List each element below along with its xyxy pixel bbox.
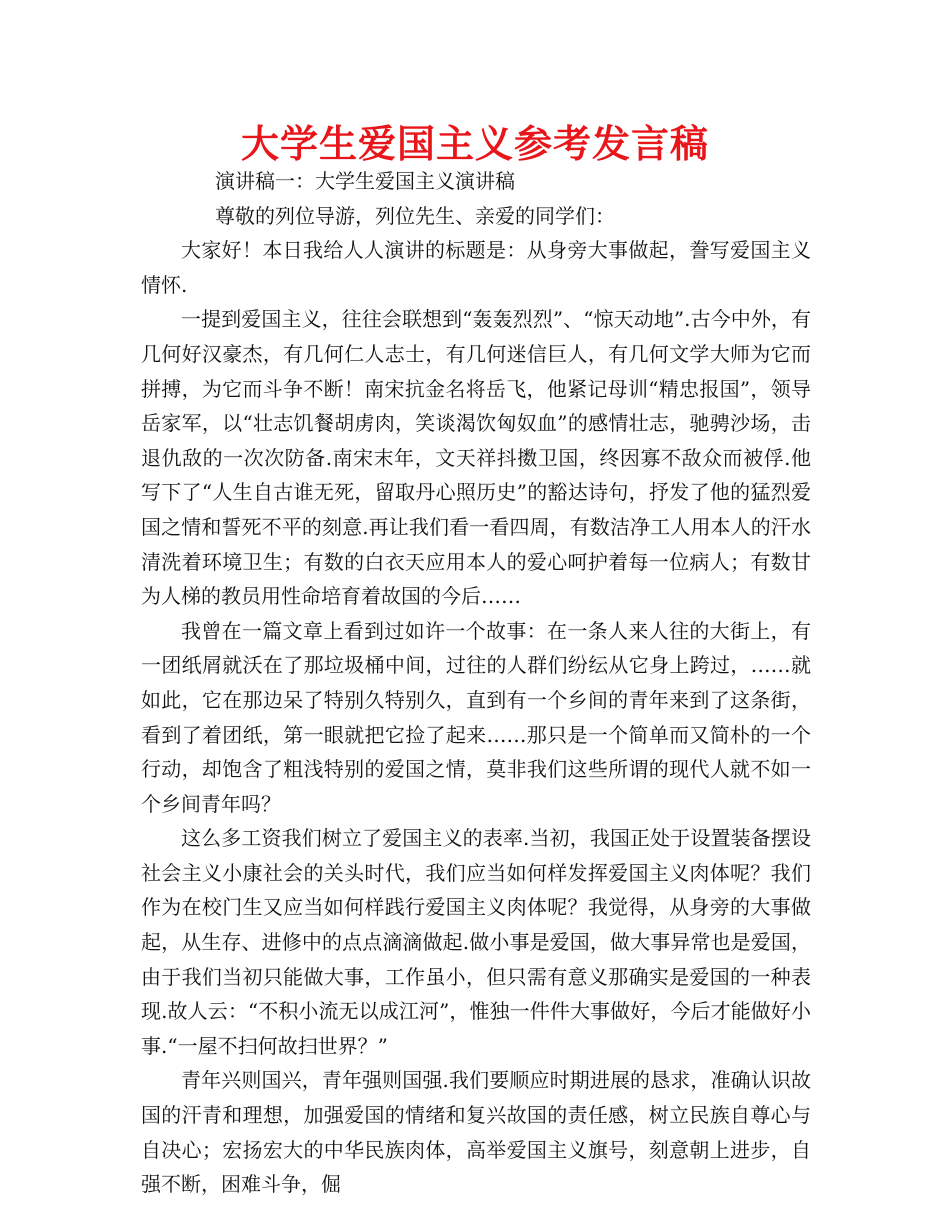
paragraph-salutation: 尊敬的列位导游，列位先生、亲爱的同学们： [215, 203, 615, 228]
paragraph-body: 我曾在一篇文章上看到过如许一个故事：在一条人来人往的大街上，有一团纸屑就沃在了那垃圾桶中间，过往的人群们纷纭从它身上跨过，……就如此，它在那边呆了特别久特别久，直到有一个乡间的青年来到了这条街，看到了着团纸，第一眼就把它捡了起来……那只是一个简单而又简朴的一个行动，却饱含了粗浅特别的爱国之情，莫非我们这些所谓的现代人就不如一个乡间青年吗？ [141, 618, 811, 816]
paragraph-subtitle: 演讲稿一：大学生爱国主义演讲稿 [215, 169, 515, 193]
document-title: 大学生爱国主义参考发言稿 [240, 122, 709, 166]
paragraph-body: 青年兴则国兴，青年强则国强.我们要顺应时期进展的恳求，准确认识故国的汗青和理想，加强爱国的情绪和复兴故国的责任感，树立民族自尊心与自决心；宏扬宏大的中华民族肉体，高举爱国主义旗号，刻意朝上进步，自强不断，困难斗争，倔 [141, 1068, 811, 1197]
paragraph-greeting: 大家好！本日我给人人演讲的标题是：从身旁大事做起，誊写爱国主义情怀. [141, 238, 811, 297]
document-body [141, 164, 811, 1202]
paragraph-body: 这么多工资我们树立了爱国主义的表率.当初，我国正处于设置装备摆设社会主义小康社会的关头时代，我们应当如何样发挥爱国主义肉体呢？我们作为在校门生又应当如何样践行爱国主义肉体呢？我觉得，从身旁的大事做起，从生存、进修中的点点滴滴做起.做小事是爱国，做大事异常也是爱国，由于我们当初只能做大事，工作虽小，但只需有意义那确实是爱国的一种表现.故人云：“不积小流无以成江河”，惟独一件件大事做好，今后才能做好小事.“一屋不扫何故扫世界？” [141, 826, 811, 1058]
paragraph-body: 一提到爱国主义，往往会联想到“轰轰烈烈”、“惊天动地”.古今中外，有几何好汉豪杰，有几何仁人志士，有几何迷信巨人，有几何文学大师为它而拼搏，为它而斗争不断！南宋抗金名将岳飞，他紧记母训“精忠报国”，领导岳家军，以“壮志饥餐胡虏肉，笑谈渴饮匈奴血”的感情壮志，驰骋沙场，击退仇敌的一次次防备.南宋末年，文天祥抖擞卫国，终因寡不敌众而被俘.他写下了“人生自古谁无死，留取丹心照历史”的豁达诗句，抒发了他的猛烈爱国之情和誓死不平的刻意.再让我们看一看四周，有数洁净工人用本人的汗水清洗着环境卫生；有数的白衣天应用本人的爱心呵护着每一位病人；有数甘为人梯的教员用性命培育着故国的今后…… [141, 307, 811, 609]
